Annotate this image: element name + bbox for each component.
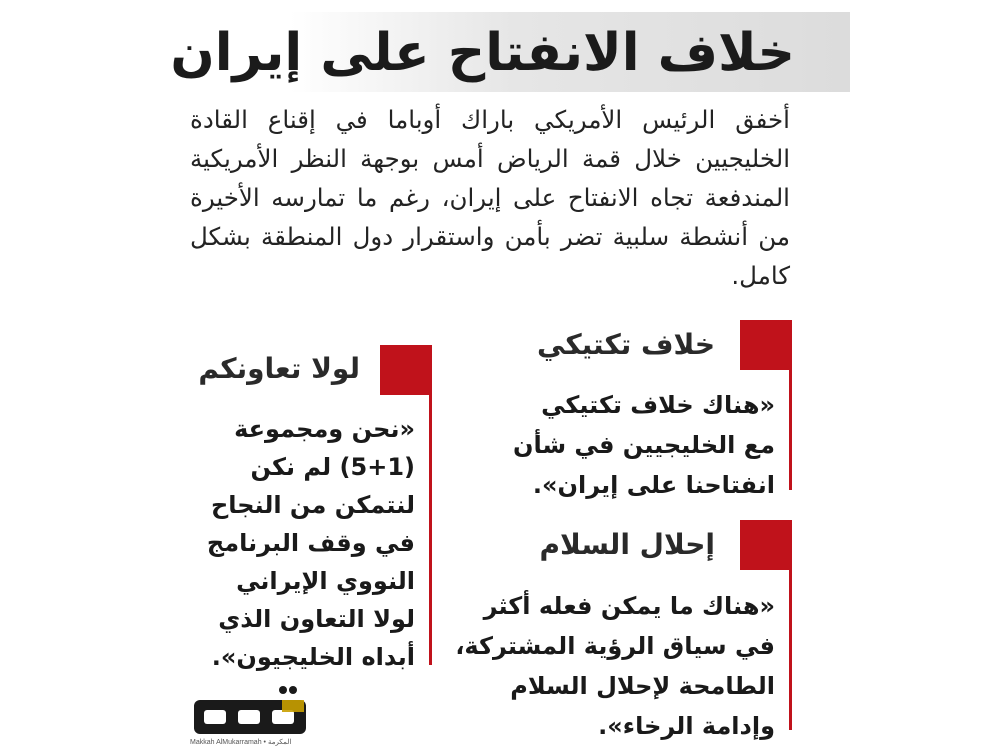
- tactical-accent-line: [789, 370, 792, 490]
- tactical-accent-block: [740, 320, 792, 370]
- cooperation-heading: لولا تعاونكم: [198, 352, 360, 385]
- cooperation-accent-line: [429, 395, 432, 665]
- tactical-quote: «هناك خلاف تكتيكي مع الخليجيين في شأن انفتاحنا على إيران».: [512, 391, 775, 499]
- cooperation-quote: «نحن ومجموعة (5+1) لم نكن لنتمكن من النجاح في وقف البرنامج النووي الإيراني لولا التعاون الذي أبداه الخليجيون».: [206, 415, 415, 671]
- cooperation-accent-block: [380, 345, 432, 395]
- peace-accent-line: [789, 570, 792, 730]
- tactical-heading: خلاف تكتيكي: [537, 328, 715, 361]
- peace-accent-block: [740, 520, 792, 570]
- logo-caption: Makkah AlMukarramah • المكرمة: [190, 739, 292, 746]
- peace-quote: «هناك ما يمكن فعله أكثر في سياق الرؤية المشتركة، الطامحة لإحلال السلام وإدامة الرخاء».: [455, 592, 775, 740]
- lead-paragraph: أخفق الرئيس الأمريكي باراك أوباما في إقناع القادة الخليجيين خلال قمة الرياض أمس بوجهة النظر الأمريكية المندفعة تجاه الانفتاح على إيران، رغم ما تمارسه الأخيرة من أنشطة سلبية تضر بأمن واستقرار دول المنطقة بشكل كامل.: [190, 105, 790, 290]
- headline: خلاف الانفتاح على إيران: [170, 23, 795, 83]
- peace-heading: إحلال السلام: [539, 528, 715, 561]
